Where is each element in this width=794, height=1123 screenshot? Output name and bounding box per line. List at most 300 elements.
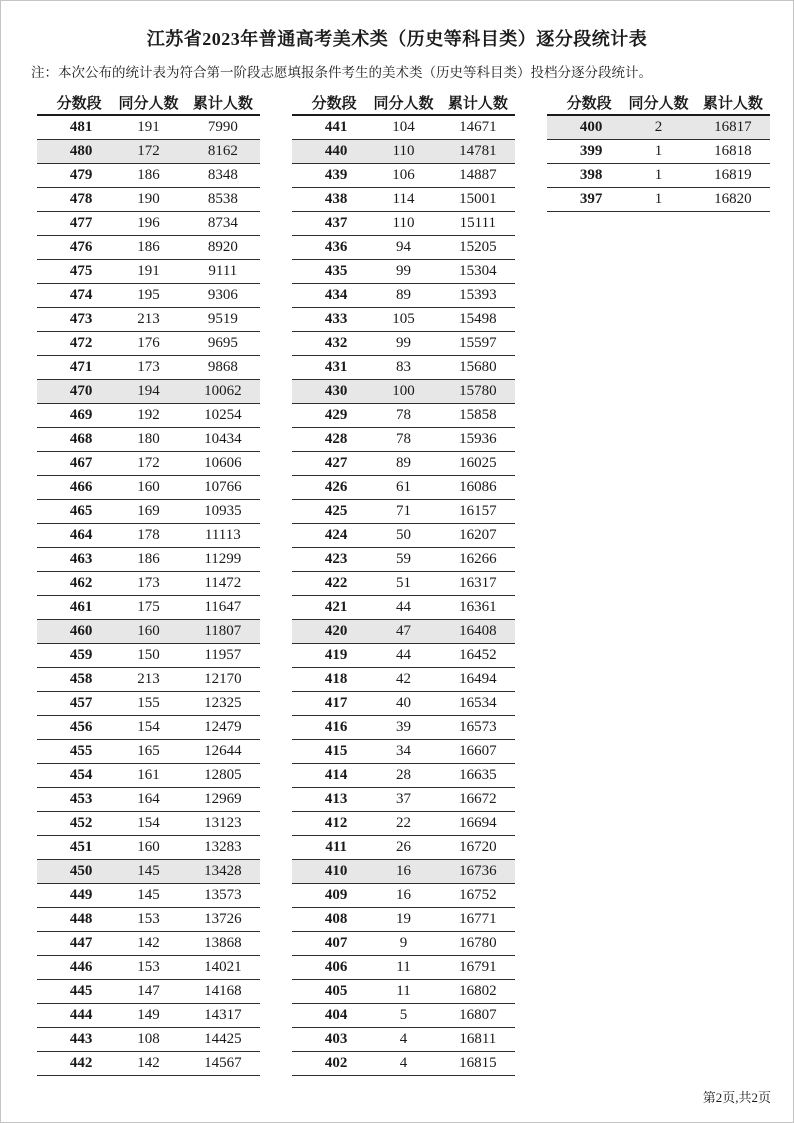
cumulative-cell: 16771 (459, 911, 497, 927)
table-row (37, 860, 260, 884)
table-row (37, 740, 260, 764)
cumulative-cell: 9306 (207, 287, 238, 303)
table-row (547, 116, 770, 140)
count-cell: 51 (395, 575, 411, 591)
cumulative-cell: 15858 (459, 407, 497, 423)
table-row (292, 908, 515, 932)
table-row (37, 692, 260, 716)
score-cell: 478 (69, 191, 93, 207)
count-cell: 186 (137, 551, 160, 567)
table-row (292, 548, 515, 572)
score-cell: 409 (324, 887, 348, 903)
score-cell: 445 (69, 983, 93, 999)
score-cell: 402 (324, 1055, 348, 1071)
table-header-row (547, 90, 770, 116)
table-row (292, 812, 515, 836)
score-cell: 436 (324, 239, 348, 255)
table-row (37, 620, 260, 644)
table-row (292, 428, 515, 452)
score-cell: 411 (325, 839, 347, 855)
count-cell: 190 (137, 191, 160, 207)
cumulative-cell: 10606 (204, 455, 242, 471)
cumulative-cell: 12969 (204, 791, 242, 807)
header-same-score-count: 同分人数 (118, 95, 179, 112)
count-cell: 28 (395, 767, 411, 783)
score-cell: 475 (69, 263, 93, 279)
table-row (37, 668, 260, 692)
table-row (37, 1004, 260, 1028)
table-row (37, 716, 260, 740)
table-row (292, 956, 515, 980)
count-cell: 149 (137, 1007, 160, 1023)
table-row (292, 1004, 515, 1028)
count-cell: 106 (392, 167, 415, 183)
note-text: 注：本次公布的统计表为符合第一阶段志愿填报条件考生的美术类（历史等科目类）投档分逐分段统计。 (31, 65, 652, 80)
table-row (37, 1028, 260, 1052)
count-cell: 16 (395, 887, 411, 903)
cumulative-cell: 12479 (204, 719, 242, 735)
table-row (37, 764, 260, 788)
count-cell: 99 (395, 263, 411, 279)
score-cell: 397 (579, 191, 603, 207)
table-row (292, 716, 515, 740)
table-row (37, 812, 260, 836)
cumulative-cell: 13428 (204, 863, 242, 879)
cumulative-cell: 8734 (207, 215, 238, 231)
score-cell: 453 (69, 791, 93, 807)
count-cell: 145 (137, 863, 160, 879)
table-row (292, 788, 515, 812)
cumulative-cell: 16811 (459, 1031, 497, 1047)
table-row (292, 500, 515, 524)
table-row (292, 212, 515, 236)
score-cell: 420 (324, 623, 348, 639)
page-title: 江苏省2023年普通高考美术类（历史等科目类）逐分段统计表 (146, 29, 648, 49)
count-cell: 213 (137, 671, 160, 687)
score-cell: 403 (324, 1031, 348, 1047)
cumulative-cell: 10935 (204, 503, 242, 519)
cumulative-cell: 16317 (459, 575, 497, 591)
score-cell: 459 (69, 647, 93, 663)
cumulative-cell: 16635 (459, 767, 497, 783)
score-cell: 437 (324, 215, 348, 231)
count-cell: 176 (137, 335, 160, 351)
cumulative-cell: 9111 (208, 263, 238, 279)
score-cell: 417 (324, 695, 348, 711)
score-cell: 425 (324, 503, 348, 519)
score-cell: 405 (324, 983, 348, 999)
count-cell: 4 (399, 1055, 408, 1071)
count-cell: 40 (395, 695, 411, 711)
table-row (292, 380, 515, 404)
table-row (37, 260, 260, 284)
count-cell: 16 (395, 863, 411, 879)
table-row (292, 764, 515, 788)
score-cell: 408 (324, 911, 348, 927)
cumulative-cell: 13573 (204, 887, 242, 903)
score-cell: 424 (324, 527, 348, 543)
table-row (37, 1052, 260, 1076)
table-header-row (37, 90, 260, 116)
cumulative-cell: 16086 (459, 479, 497, 495)
cumulative-cell: 10766 (204, 479, 242, 495)
table-row (292, 452, 515, 476)
score-cell: 442 (69, 1055, 93, 1071)
count-cell: 1 (654, 143, 663, 159)
header-same-score-count: 同分人数 (373, 95, 434, 112)
cumulative-cell: 16818 (714, 143, 752, 159)
score-cell: 463 (69, 551, 93, 567)
score-table-3 (547, 90, 770, 212)
cumulative-cell: 15680 (459, 359, 497, 375)
table-row (292, 932, 515, 956)
score-cell: 450 (69, 863, 93, 879)
score-cell: 447 (69, 935, 93, 951)
table-row (292, 164, 515, 188)
cumulative-cell: 16573 (459, 719, 497, 735)
cumulative-cell: 16780 (459, 935, 497, 951)
score-cell: 481 (69, 119, 93, 135)
score-cell: 467 (69, 455, 93, 471)
score-cell: 431 (324, 359, 348, 375)
score-cell: 470 (69, 383, 93, 399)
table-row (292, 332, 515, 356)
cumulative-cell: 10254 (204, 407, 242, 423)
score-cell: 399 (579, 143, 603, 159)
count-cell: 22 (395, 815, 411, 831)
table-row (292, 236, 515, 260)
score-cell: 428 (324, 431, 348, 447)
count-cell: 165 (137, 743, 160, 759)
table-row (37, 380, 260, 404)
count-cell: 160 (137, 479, 160, 495)
score-tables-container (37, 90, 793, 1076)
score-cell: 458 (69, 671, 93, 687)
table-row (37, 836, 260, 860)
table-row (292, 524, 515, 548)
count-cell: 175 (137, 599, 160, 615)
score-cell: 433 (324, 311, 348, 327)
cumulative-cell: 7990 (207, 119, 238, 135)
cumulative-cell: 16694 (459, 815, 497, 831)
count-cell: 59 (395, 551, 411, 567)
table-header-row (292, 90, 515, 116)
cumulative-cell: 16534 (459, 695, 497, 711)
score-cell: 422 (324, 575, 348, 591)
score-cell: 415 (324, 743, 348, 759)
count-cell: 50 (395, 527, 411, 543)
table-row (547, 188, 770, 212)
score-cell: 461 (69, 599, 93, 615)
table-row (37, 188, 260, 212)
table-row (292, 188, 515, 212)
score-cell: 441 (324, 119, 348, 135)
score-cell: 416 (324, 719, 348, 735)
count-cell: 110 (392, 143, 415, 159)
table-row (292, 692, 515, 716)
count-cell: 191 (137, 119, 160, 135)
table-row (547, 164, 770, 188)
cumulative-cell: 10434 (204, 431, 242, 447)
count-cell: 178 (137, 527, 160, 543)
count-cell: 164 (137, 791, 160, 807)
count-cell: 19 (395, 911, 411, 927)
score-cell: 455 (69, 743, 93, 759)
table-row (292, 572, 515, 596)
score-cell: 449 (69, 887, 93, 903)
table-row (292, 284, 515, 308)
count-cell: 47 (395, 623, 411, 639)
count-cell: 105 (392, 311, 415, 327)
score-cell: 456 (69, 719, 93, 735)
cumulative-cell: 9868 (207, 359, 238, 375)
count-cell: 180 (137, 431, 160, 447)
count-cell: 173 (137, 575, 160, 591)
score-cell: 418 (324, 671, 348, 687)
score-cell: 462 (69, 575, 93, 591)
table-row (37, 404, 260, 428)
cumulative-cell: 10062 (204, 383, 242, 399)
count-cell: 195 (137, 287, 160, 303)
cumulative-cell: 16802 (459, 983, 497, 999)
count-cell: 192 (137, 407, 160, 423)
cumulative-cell: 12805 (204, 767, 242, 783)
count-cell: 147 (137, 983, 160, 999)
count-cell: 160 (137, 839, 160, 855)
table-row (292, 740, 515, 764)
table-row (292, 140, 515, 164)
score-cell: 426 (324, 479, 348, 495)
score-cell: 464 (69, 527, 93, 543)
score-cell: 438 (324, 191, 348, 207)
score-table-1 (37, 90, 260, 1076)
cumulative-cell: 16817 (714, 119, 752, 135)
table-row (37, 212, 260, 236)
table-row (37, 236, 260, 260)
table-row (37, 332, 260, 356)
count-cell: 172 (137, 455, 160, 471)
cumulative-cell: 16736 (459, 863, 497, 879)
count-cell: 161 (137, 767, 160, 783)
count-cell: 186 (137, 239, 160, 255)
table-row (37, 428, 260, 452)
table-row (292, 356, 515, 380)
cumulative-cell: 16815 (459, 1055, 497, 1071)
table-row (37, 476, 260, 500)
count-cell: 99 (395, 335, 411, 351)
cumulative-cell: 8348 (207, 167, 238, 183)
score-cell: 471 (69, 359, 93, 375)
table-row (292, 620, 515, 644)
cumulative-cell: 16157 (459, 503, 497, 519)
table-row (37, 980, 260, 1004)
count-cell: 100 (392, 383, 415, 399)
count-cell: 150 (137, 647, 160, 663)
table-row (292, 884, 515, 908)
table-row (37, 884, 260, 908)
cumulative-cell: 14671 (459, 119, 497, 135)
count-cell: 154 (137, 815, 160, 831)
cumulative-cell: 16266 (459, 551, 497, 567)
count-cell: 89 (395, 287, 411, 303)
score-cell: 414 (324, 767, 348, 783)
cumulative-cell: 15780 (459, 383, 497, 399)
score-cell: 446 (69, 959, 93, 975)
cumulative-cell: 16494 (459, 671, 497, 687)
score-cell: 432 (324, 335, 348, 351)
table-row (37, 644, 260, 668)
cumulative-cell: 11472 (204, 575, 242, 591)
count-cell: 78 (395, 431, 411, 447)
cumulative-cell: 16607 (459, 743, 497, 759)
cumulative-cell: 15205 (459, 239, 497, 255)
table-row (37, 356, 260, 380)
table-row (292, 668, 515, 692)
cumulative-cell: 15936 (459, 431, 497, 447)
score-cell: 412 (324, 815, 348, 831)
score-cell: 427 (324, 455, 348, 471)
cumulative-cell: 16820 (714, 191, 752, 207)
table-row (292, 1028, 515, 1052)
count-cell: 94 (395, 239, 411, 255)
count-cell: 11 (396, 983, 411, 999)
score-cell: 413 (324, 791, 348, 807)
table-row (37, 596, 260, 620)
cumulative-cell: 14887 (459, 167, 497, 183)
cumulative-cell: 15304 (459, 263, 497, 279)
cumulative-cell: 15498 (459, 311, 497, 327)
score-cell: 419 (324, 647, 348, 663)
cumulative-cell: 14317 (204, 1007, 242, 1023)
table-row (292, 596, 515, 620)
count-cell: 89 (395, 455, 411, 471)
table-row (37, 164, 260, 188)
cumulative-cell: 15111 (459, 215, 497, 231)
count-cell: 42 (395, 671, 411, 687)
cumulative-cell: 14425 (204, 1031, 242, 1047)
cumulative-cell: 13726 (204, 911, 242, 927)
score-cell: 457 (69, 695, 93, 711)
cumulative-cell: 12170 (204, 671, 242, 687)
cumulative-cell: 11113 (204, 527, 241, 543)
count-cell: 213 (137, 311, 160, 327)
table-row (292, 116, 515, 140)
table-row (37, 908, 260, 932)
count-cell: 196 (137, 215, 160, 231)
count-cell: 154 (137, 719, 160, 735)
table-row (292, 308, 515, 332)
score-cell: 472 (69, 335, 93, 351)
score-cell: 476 (69, 239, 93, 255)
score-cell: 479 (69, 167, 93, 183)
cumulative-cell: 11957 (204, 647, 242, 663)
count-cell: 44 (395, 599, 411, 615)
table-row (292, 260, 515, 284)
score-cell: 404 (324, 1007, 348, 1023)
cumulative-cell: 8162 (207, 143, 238, 159)
score-table-2 (292, 90, 515, 1076)
score-cell: 465 (69, 503, 93, 519)
score-cell: 406 (324, 959, 348, 975)
cumulative-cell: 16361 (459, 599, 497, 615)
count-cell: 142 (137, 1055, 160, 1071)
cumulative-cell: 15597 (459, 335, 497, 351)
count-cell: 153 (137, 911, 160, 927)
count-cell: 5 (399, 1007, 408, 1023)
count-cell: 1 (654, 191, 663, 207)
cumulative-cell: 14781 (459, 143, 497, 159)
cumulative-cell: 16752 (459, 887, 497, 903)
cumulative-cell: 13283 (204, 839, 242, 855)
count-cell: 108 (137, 1031, 160, 1047)
table-row (37, 572, 260, 596)
page-number: 第2页,共2页 (702, 1090, 771, 1105)
table-row (37, 452, 260, 476)
count-cell: 61 (395, 479, 411, 495)
cumulative-cell: 13868 (204, 935, 242, 951)
cumulative-cell: 11299 (204, 551, 242, 567)
count-cell: 169 (137, 503, 160, 519)
table-row (37, 524, 260, 548)
cumulative-cell: 16807 (459, 1007, 497, 1023)
score-cell: 451 (69, 839, 93, 855)
table-row (37, 116, 260, 140)
cumulative-cell: 12644 (204, 743, 242, 759)
table-body (37, 116, 260, 1076)
table-body (547, 116, 770, 212)
score-cell: 440 (324, 143, 348, 159)
count-cell: 39 (395, 719, 411, 735)
table-row (292, 476, 515, 500)
table-row (547, 140, 770, 164)
count-cell: 26 (395, 839, 411, 855)
score-cell: 443 (69, 1031, 93, 1047)
count-cell: 37 (395, 791, 411, 807)
score-cell: 400 (579, 119, 603, 135)
count-cell: 172 (137, 143, 160, 159)
header-same-score-count: 同分人数 (628, 95, 689, 112)
header-cumulative-count: 累计人数 (447, 95, 508, 112)
score-cell: 434 (324, 287, 348, 303)
cumulative-cell: 16791 (459, 959, 497, 975)
count-cell: 114 (392, 191, 415, 207)
table-row (292, 980, 515, 1004)
score-cell: 435 (324, 263, 348, 279)
count-cell: 2 (654, 119, 663, 135)
cumulative-cell: 15001 (459, 191, 497, 207)
score-cell: 460 (69, 623, 93, 639)
score-cell: 407 (324, 935, 348, 951)
count-cell: 104 (392, 119, 415, 135)
score-cell: 477 (69, 215, 93, 231)
table-row (37, 284, 260, 308)
cumulative-cell: 8920 (207, 239, 238, 255)
count-cell: 9 (399, 935, 408, 951)
header-score-range: 分数段 (56, 95, 102, 112)
table-row (292, 1052, 515, 1076)
table-row (37, 788, 260, 812)
table-row (292, 644, 515, 668)
cumulative-cell: 9695 (207, 335, 238, 351)
header-score-range: 分数段 (311, 95, 357, 112)
count-cell: 142 (137, 935, 160, 951)
cumulative-cell: 13123 (204, 815, 242, 831)
cumulative-cell: 8538 (207, 191, 238, 207)
score-cell: 473 (69, 311, 93, 327)
count-cell: 44 (395, 647, 411, 663)
score-cell: 474 (69, 287, 93, 303)
cumulative-cell: 14567 (204, 1055, 242, 1071)
